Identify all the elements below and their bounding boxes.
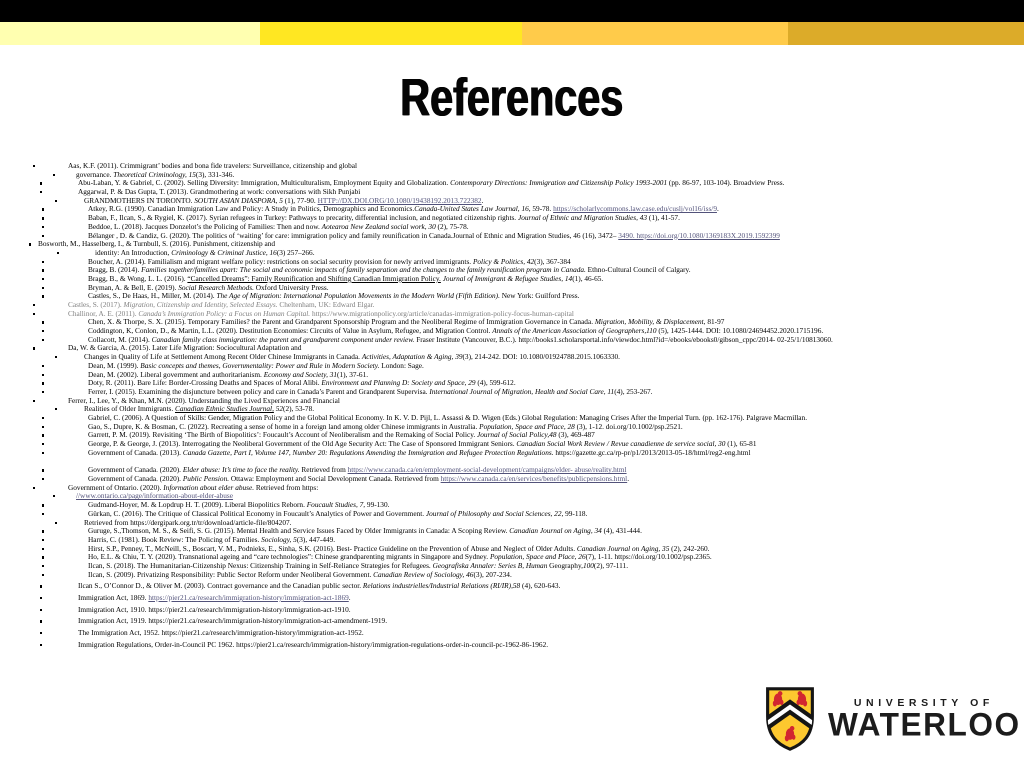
reference-text: (4), 431-444. [601, 526, 642, 536]
reference-text: Castles, S., De Haas, H., Miller, M. (2014). [88, 291, 217, 301]
reference-text: Canada Gazette, Part I, Volume 147, Number 20: Regulations Amending the Immigration and Refugee Protection Regulations. [182, 447, 554, 457]
reference-text: 81-97 [705, 317, 725, 327]
reference-text: George, P. & George, J. (2013). Interrogating the Neoliberal Government of the Old Age Security Act: The Case of Sponsored Immigrant Seniors. [88, 439, 517, 448]
bullet-marker [40, 644, 42, 646]
reference-text: (2), 53-78. [283, 404, 315, 414]
bullet-marker [40, 620, 42, 622]
reference-link[interactable]: 3490. https://doi.org/10.1080/1369183X.2019.1592399 [618, 230, 780, 240]
reference-text: Canadian Journal on Aging, 35 [576, 543, 670, 553]
reference-text: Policy & Politics, 42 [472, 256, 535, 266]
reference-text: Collacott, M. (2014). [88, 334, 152, 344]
reference-text: SOUTH ASIAN DIASPORA, 5 [194, 195, 283, 205]
reference-text: Ferrer, I., Lee, Y., & Khan, M.N. (2020). Understanding the Lived Experiences and Financial [68, 395, 340, 405]
reference-text: Retrieved from https: [254, 482, 319, 492]
reference-text: (3), 207-234. [473, 569, 512, 579]
references-list [0, 162, 1024, 649]
reference-text: Aotearoa New Zealand social work, 30 [321, 221, 436, 231]
reference-text: (5), 1425-1444. DOI: 10.1080/24694452.2020.1715196. [656, 326, 824, 336]
reference-text: Basic concepts and themes, Governmentality: Power and Rule in Modern Society. [140, 360, 380, 370]
bullet-marker [42, 530, 44, 532]
bullet-marker [42, 574, 44, 576]
reference-text: (1), 77-90. [282, 195, 318, 205]
reference-text: (pp. 86-97, 103-104). Broadview Press. [667, 178, 785, 188]
reference-text: Environment and Planning D: Society and Space, 29 [321, 378, 476, 388]
reference-text: (2), 97-111. [593, 560, 629, 570]
bullet-marker [55, 356, 57, 358]
reference-text: . [348, 593, 351, 602]
bullet-marker [42, 556, 44, 558]
reference-text: GRANDMOTHERS IN TORONTO. [84, 195, 195, 205]
reference-text: Immigration Act, 1869. [78, 593, 149, 602]
bullet-marker [42, 434, 44, 436]
reference-text: Fraser Institute (Vancouver, B.C.). http://books1.scholarsportal.info/viewdoc.html?id=/ebooks/ebooks0/gibson_cppc/2014- 02-25/1/10813060. [414, 334, 833, 344]
reference-text: Migration, Citizenship and Identity, Selected Essays. [123, 300, 278, 309]
reference-text: Hirst, S.P., Penney, T., McNeill, S., Boscart, V. M., Podnieks, E., Sinha, S.K. (2016). Best- Practice Guideline on the Prevention of Abuse and Neglect of Older Adults. [88, 543, 577, 553]
bullet-marker [42, 478, 44, 480]
logo-university-of: UNIVERSITY OF [853, 697, 994, 709]
reference-text: Aas, K.F. (2011). Crimmigrant’ bodies and bona fide travelers: Surveillance, citizenship and global [68, 161, 357, 170]
reference-text: Bryman, A. & Bell, E. (2019). [88, 282, 179, 292]
reference-text: Abu-Laban, Y. & Gabriel, C. (2002). Selling Diversity: Immigration, Multiculturalism, Employment Equity and Globalization. [78, 178, 451, 188]
reference-item [0, 449, 1024, 458]
waterloo-shield-icon [764, 686, 816, 752]
bullet-marker [42, 565, 44, 567]
bullet-marker [42, 504, 44, 506]
reference-text: . [481, 195, 484, 205]
reference-text: Canadian family class immigration: the parent and grandparent component under review. [151, 334, 415, 344]
reference-text: London: Sage. [379, 360, 424, 370]
reference-text: Harris, C. (1981). Book Review: The Policing of Families. [88, 534, 262, 544]
reference-text: Baban, F., Ilcan, S., & Rygiel, K. (2017). Syrian refugees in Turkey: Pathways to precarity, differential inclusion, and negotiated citizenship rights. [88, 213, 518, 223]
reference-text: . [627, 474, 630, 484]
reference-text: (3), 367-384 [534, 256, 571, 266]
bullet-marker [42, 226, 44, 228]
bullet-marker [53, 495, 55, 497]
page-title [0, 66, 1024, 127]
reference-text: , 99-118. [561, 508, 588, 518]
reference-text: Sociology, 5 [261, 534, 297, 544]
bullet-marker [42, 208, 44, 210]
reference-item [0, 571, 1024, 580]
reference-text: Ethno-Cultural Council of Calgary. [585, 265, 691, 275]
reference-text: Boucher, A. (2014). Familialism and migrant welfare policy: restrictions on social security provision for newly arrived immigrants. [88, 256, 473, 266]
reference-text: (3), 214-242. DOI: 10.1080/01924788.2015.1063330. [462, 352, 620, 362]
reference-text: Canada’s Immigration Policy: a Focus on Human Capital. [138, 308, 311, 318]
reference-text: (3), 447-449. [296, 534, 336, 544]
reference-text: Geografiska Annaler: Series B, Human [432, 560, 548, 570]
reference-text: Dean, M. (2002). Liberal government and authoritarianism. [88, 369, 264, 379]
bullet-marker [57, 252, 59, 254]
reference-text: Government of Canada. (2020). [88, 474, 183, 484]
bullet-marker [33, 165, 35, 167]
reference-text: Retrieved from [299, 465, 348, 475]
bullet-marker [42, 287, 44, 289]
reference-text: Bragg, B., & Wong, L. L. (2016). [88, 273, 188, 283]
reference-text: The Age of Migration: International Population Movements in the Modern World (Fifth Edition). [216, 291, 500, 301]
bullet-marker [42, 269, 44, 271]
accent-band [0, 22, 1024, 45]
reference-text: (4), 253-267. [614, 386, 653, 396]
reference-text: Gabriel, C. (2006). A Question of Skills: Gender, Migration Policy and the Global Political Economy. In K. V. D. Pijl, L. Assassi & D. Wigen (Eds.) Global Regulation: Managing Crises After the Imperial Turn. (pp. 162-176). Palgrave Macmillan. [88, 412, 808, 422]
reference-text: Immigration Act, 1910. https://pier21.ca/research/immigration-history/immigration-act-1910. [78, 604, 351, 614]
reference-text: Information about elder abuse. [163, 482, 255, 492]
reference-text: Bragg, B. (2014). [88, 265, 142, 275]
reference-text: (3) 257–266. [276, 247, 315, 257]
reference-text: (1), 46-65. [572, 273, 604, 283]
reference-text: Oxford University Press. [253, 282, 329, 292]
bullet-marker [53, 174, 55, 176]
bullet-marker [33, 487, 35, 489]
reference-text: Ilcan, S. (2018). The Humanitarian-Citizenship Nexus: Citizenship Training in Self-Reliance Strategies for Refugees. [88, 560, 433, 570]
reference-text: , 59-78. [528, 204, 554, 214]
reference-text: Challinor, A. E. (2011). [68, 308, 139, 318]
reference-text: International Journal of Migration, Health and Social Care, 11 [429, 386, 615, 396]
reference-text: Migration, Mobility, & Displacement, [594, 317, 706, 327]
reference-text: Government of Canada. (2013). [88, 447, 183, 457]
reference-text: https://www.migrationpolicy.org/article/canadas-immigration-policy-focus-human-capital [310, 308, 574, 318]
reference-text: (1), 65-81 [725, 439, 757, 448]
reference-text: (4), 620-643. [520, 581, 561, 591]
reference-text: Chen, X. & Thorpe, S. X. (2015). Temporary Families? the Parent and Grandparent Sponsorship Program and the Neoliberal Regime of Immigration Governance in Canada. [88, 317, 595, 327]
reference-item [0, 629, 1024, 638]
reference-text: Economy and Society, 31 [263, 369, 338, 379]
bullet-marker [42, 261, 44, 263]
reference-text: Ho, E.L. & Chiu, T. Y. (2020). Transnational ageing and “care technologies”: Chinese grandparenting migrants in Singapore and Sydney. [88, 552, 490, 562]
reference-text: (2), 242-260. [669, 543, 710, 553]
reference-text: (3), 469-487 [556, 430, 595, 440]
reference-text: Immigration Regulations, Order-in-Council PC 1962. https://pier21.ca/research/immigration-history/immigration-regulations-order-in-council-pc-1962-86-1962. [78, 639, 549, 649]
reference-text: Theoretical Criminology, 15 [113, 169, 196, 179]
bullet-marker [40, 632, 42, 634]
reference-link[interactable]: //www.ontario.ca/page/information-about-elder-abuse [76, 491, 234, 501]
reference-link[interactable]: https://www.canada.ca/en/employment-social-development/campaigns/elder- abuse/reality.html [347, 465, 627, 475]
reference-text: 52 [275, 404, 284, 414]
reference-text: Canada-United States Law Journal, 16 [414, 204, 529, 214]
reference-text: Cheltenham, UK: Edward Elgar. [277, 300, 375, 309]
reference-text: Castles, S. (2017). [68, 300, 124, 309]
bullet-marker [42, 330, 44, 332]
bullet-marker [40, 191, 42, 193]
reference-text: Criminology & Criminal Justice, 16 [171, 247, 277, 257]
reference-text: , 99-130. [363, 500, 390, 510]
reference-text: Canadian Social Work Review / Revue canadienne de service social, 30 [516, 439, 726, 448]
reference-text: Changes in Quality of Life at Settlement Among Recent Older Chinese Immigrants in Canada. [84, 352, 362, 362]
bullet-marker [42, 426, 44, 428]
bullet-marker [33, 304, 35, 306]
reference-text: Elder abuse: It’s time to face the reality. [182, 465, 300, 475]
reference-text: 100 [582, 560, 594, 570]
reference-item [0, 617, 1024, 626]
bullet-marker [42, 469, 44, 471]
reference-text: Gudmand-Hoyer, M. & Lopdrup H. T. (2009). Liberal Biopolitics Reborn. [88, 500, 307, 510]
reference-text: https://gazette.gc.ca/rp-pr/p1/2013/2013-05-18/html/reg2-eng.html [553, 447, 751, 457]
reference-link[interactable]: https://scholarlycommons.law.case.edu/cuslj/vol16/iss/9 [553, 204, 717, 214]
reference-text: Canadian Ethnic Studies Journal, [175, 404, 274, 414]
reference-item [0, 606, 1024, 615]
bullet-marker [42, 235, 44, 237]
uw-logo [764, 684, 1021, 754]
bullet-marker [42, 217, 44, 219]
reference-text: Doty, R. (2011). Bare Life: Border-Crossing Deaths and Spaces of Moral Alibi. [88, 378, 322, 388]
bullet-marker [42, 295, 44, 297]
reference-text: Families together/families apart: The social and economic impacts of family separation and the changes to the family reunification program in Canada. [141, 265, 586, 275]
reference-text: Aggarwal, P. & Das Gupta, T. (2013). Grandmothering at work: conversations with Sikh Punjabi [78, 187, 361, 197]
reference-text: (1), 37-61. [337, 369, 369, 379]
reference-text: Gürkan, C. (2016). The Critique of Classical Political Economy in Foucault’s Analytics of Power and Government. [88, 508, 426, 518]
reference-text: Geography, [547, 560, 583, 570]
reference-text: Population, Space and Place, 28 [479, 421, 575, 431]
reference-text: Da, W. & Garcia, A. (2015). Later Life Migration: Sociocultural Adaptation and [68, 343, 302, 353]
reference-text: Canadian Journal on Aging, 34 [509, 526, 602, 536]
bullet-marker [42, 452, 44, 454]
reference-text: Gao, S., Dupre, K. & Bosman, C. (2022). Recreating a sense of home in a foreign land among older Chinese immigrants in Australia. [88, 421, 480, 431]
bullet-marker [40, 182, 42, 184]
bullet-marker [55, 408, 57, 410]
reference-link[interactable]: https://pier21.ca/research/immigration-history/immigration-act-1869 [148, 593, 349, 602]
bullet-marker [55, 522, 57, 524]
bullet-marker [42, 365, 44, 367]
reference-item [0, 641, 1024, 650]
reference-text: (3), 331-346. [195, 169, 235, 179]
reference-text: Beddoe, L. (2018). Jacques Donzelot’s the Policing of Families: Then and now. [88, 221, 322, 231]
reference-text: Ottawa: Employment and Social Development Canada. Retrieved from [229, 474, 441, 484]
logo-waterloo: WATERLOO [828, 706, 1021, 743]
reference-text: Ferrer, I. (2015). Examining the disjuncture between policy and care in Canada’s Parent and Grandparent Supervisa. [88, 386, 430, 396]
bullet-marker [33, 347, 35, 349]
uw-logo-text [828, 697, 1021, 743]
reference-text: Social Research Methods. [178, 282, 254, 292]
reference-text: (1), 41-57. [647, 213, 680, 223]
reference-text: Ilcan S., O’Connor D., & Oliver M. (2003). Contract governance and the Canadian public sector. [78, 581, 363, 591]
reference-text: The Immigration Act, 1952. https://pier21.ca/research/immigration-history/immigration-act-1952. [78, 628, 364, 638]
reference-text: identity: An Introduction, [95, 247, 172, 257]
reference-text: Government of Canada. (2020). [88, 465, 183, 475]
reference-text: Journal of Ethnic and Migration Studies, 43 [517, 213, 648, 223]
bullet-marker [42, 374, 44, 376]
bullet-marker [40, 609, 42, 611]
reference-text: (3), 1-12. doi.org/10.1002/psp.2521. [574, 421, 683, 431]
bullet-marker [42, 539, 44, 541]
bullet-marker [55, 200, 57, 202]
reference-text: governance. [76, 169, 114, 179]
bullet-marker [29, 243, 31, 245]
reference-text: Garrett, P. M. (2019). Revisiting ‘The Birth of Biopolitics’: Foucault’s Account of Neoliberalism and the Remaking of Social Policy. [88, 430, 478, 440]
reference-link[interactable]: HTTP://DX.DOI.ORG/10.1080/19438192.2013.722382 [317, 195, 482, 205]
bullet-marker [33, 400, 35, 402]
bullet-marker [40, 597, 42, 599]
reference-text: Coddington, K, Conlon, D., & Martin, L.L. (2020). Destitution Economies: Circuits of Value in Asylum, Refugee, and Migration Control. [88, 326, 493, 336]
reference-text: Dean, M. (1999). [88, 360, 141, 370]
reference-text: Guruge, S.,Thomson, M. S., & Seifi, S. G. (2015). Mental Health and Service Issues Faced by Older Immigrants in Canada: A Scoping Review. [88, 526, 510, 536]
reference-text: Bosworth, M., Hasselberg, I., & Turnbull, S. (2016). Punishment, citizenship and [38, 239, 276, 249]
reference-text: Annals of the American Association of Geographers,110 [492, 326, 657, 336]
bullet-marker [42, 321, 44, 323]
reference-text: “Cancelled Dreams”: Family Reunification and Shifting Canadian Immigration Policy. [187, 273, 441, 283]
reference-text: (7), 1-11. https://doi.org/10.1002/psp.2365. [585, 552, 712, 562]
reference-text: Government of Ontario. (2020). [68, 482, 164, 492]
reference-text: Relations industrielles/Industrial Relations (RI/IR),58 [362, 581, 521, 591]
reference-text: New York: Guilford Press. [499, 291, 580, 301]
reference-text: Journal of Immigrant & Refugee Studies, 14 [442, 273, 573, 283]
reference-item [0, 582, 1024, 591]
reference-text: Journal of Social Policy,48 [477, 430, 557, 440]
bullet-marker [33, 313, 35, 315]
bullet-marker [42, 548, 44, 550]
reference-text: Population, Space and Place, 26 [489, 552, 586, 562]
reference-link[interactable]: https://www.canada.ca/en/services/benefits/publicpensions.html [440, 474, 628, 484]
bullet-marker [42, 382, 44, 384]
bullet-marker [42, 278, 44, 280]
reference-text: . [716, 204, 719, 214]
bullet-marker [42, 339, 44, 341]
reference-text: (4), 599-612. [475, 378, 516, 388]
reference-text: Immigration Act, 1919. https://pier21.ca/research/immigration-history/immigration-act-amendment-1919. [78, 616, 388, 626]
reference-text: Ilcan, S. (2009). Privatizing Responsibility: Public Sector Reform under Neoliberal Government. [88, 569, 374, 579]
reference-text: Retrieved from https://dergipark.org.tr/tr/download/article-file/804207. [84, 517, 292, 527]
reference-text: Bélanger , D. & Candiz, G. (2020). The politics of ‘waiting’ for care: immigration policy and family reunification in Canada.Journal of Ethnic and Migration Studies, 46 (16), 3472– [88, 230, 619, 240]
reference-item [0, 594, 1024, 603]
reference-text: Atkey, R.G. (1990). Canadian Immigration Law and Policy: A Study in Politics, Demographics and Economics. [88, 204, 415, 214]
reference-text: (2), 75-78. [435, 221, 469, 231]
bullet-marker [40, 585, 42, 587]
reference-text: Canadian Review of Sociology, 46 [373, 569, 474, 579]
top-black-bar [0, 0, 1024, 22]
bullet-marker [42, 513, 44, 515]
bullet-marker [42, 443, 44, 445]
bullet-marker [42, 417, 44, 419]
bullet-marker [42, 391, 44, 393]
reference-text: Foucault Studies, 7 [306, 500, 364, 510]
reference-text: Journal of Philosophy and Social Sciences, 22 [425, 508, 562, 518]
reference-text: Public Pension. [182, 474, 230, 484]
reference-text: Contemporary Directions: Immigration and Citizenship Policy 1993-2001 [450, 178, 668, 188]
reference-text: Realities of Older Immigrants. [84, 404, 175, 414]
page-title-text: References [400, 67, 624, 127]
reference-text: Activities, Adaptation & Aging, 39 [361, 352, 463, 362]
